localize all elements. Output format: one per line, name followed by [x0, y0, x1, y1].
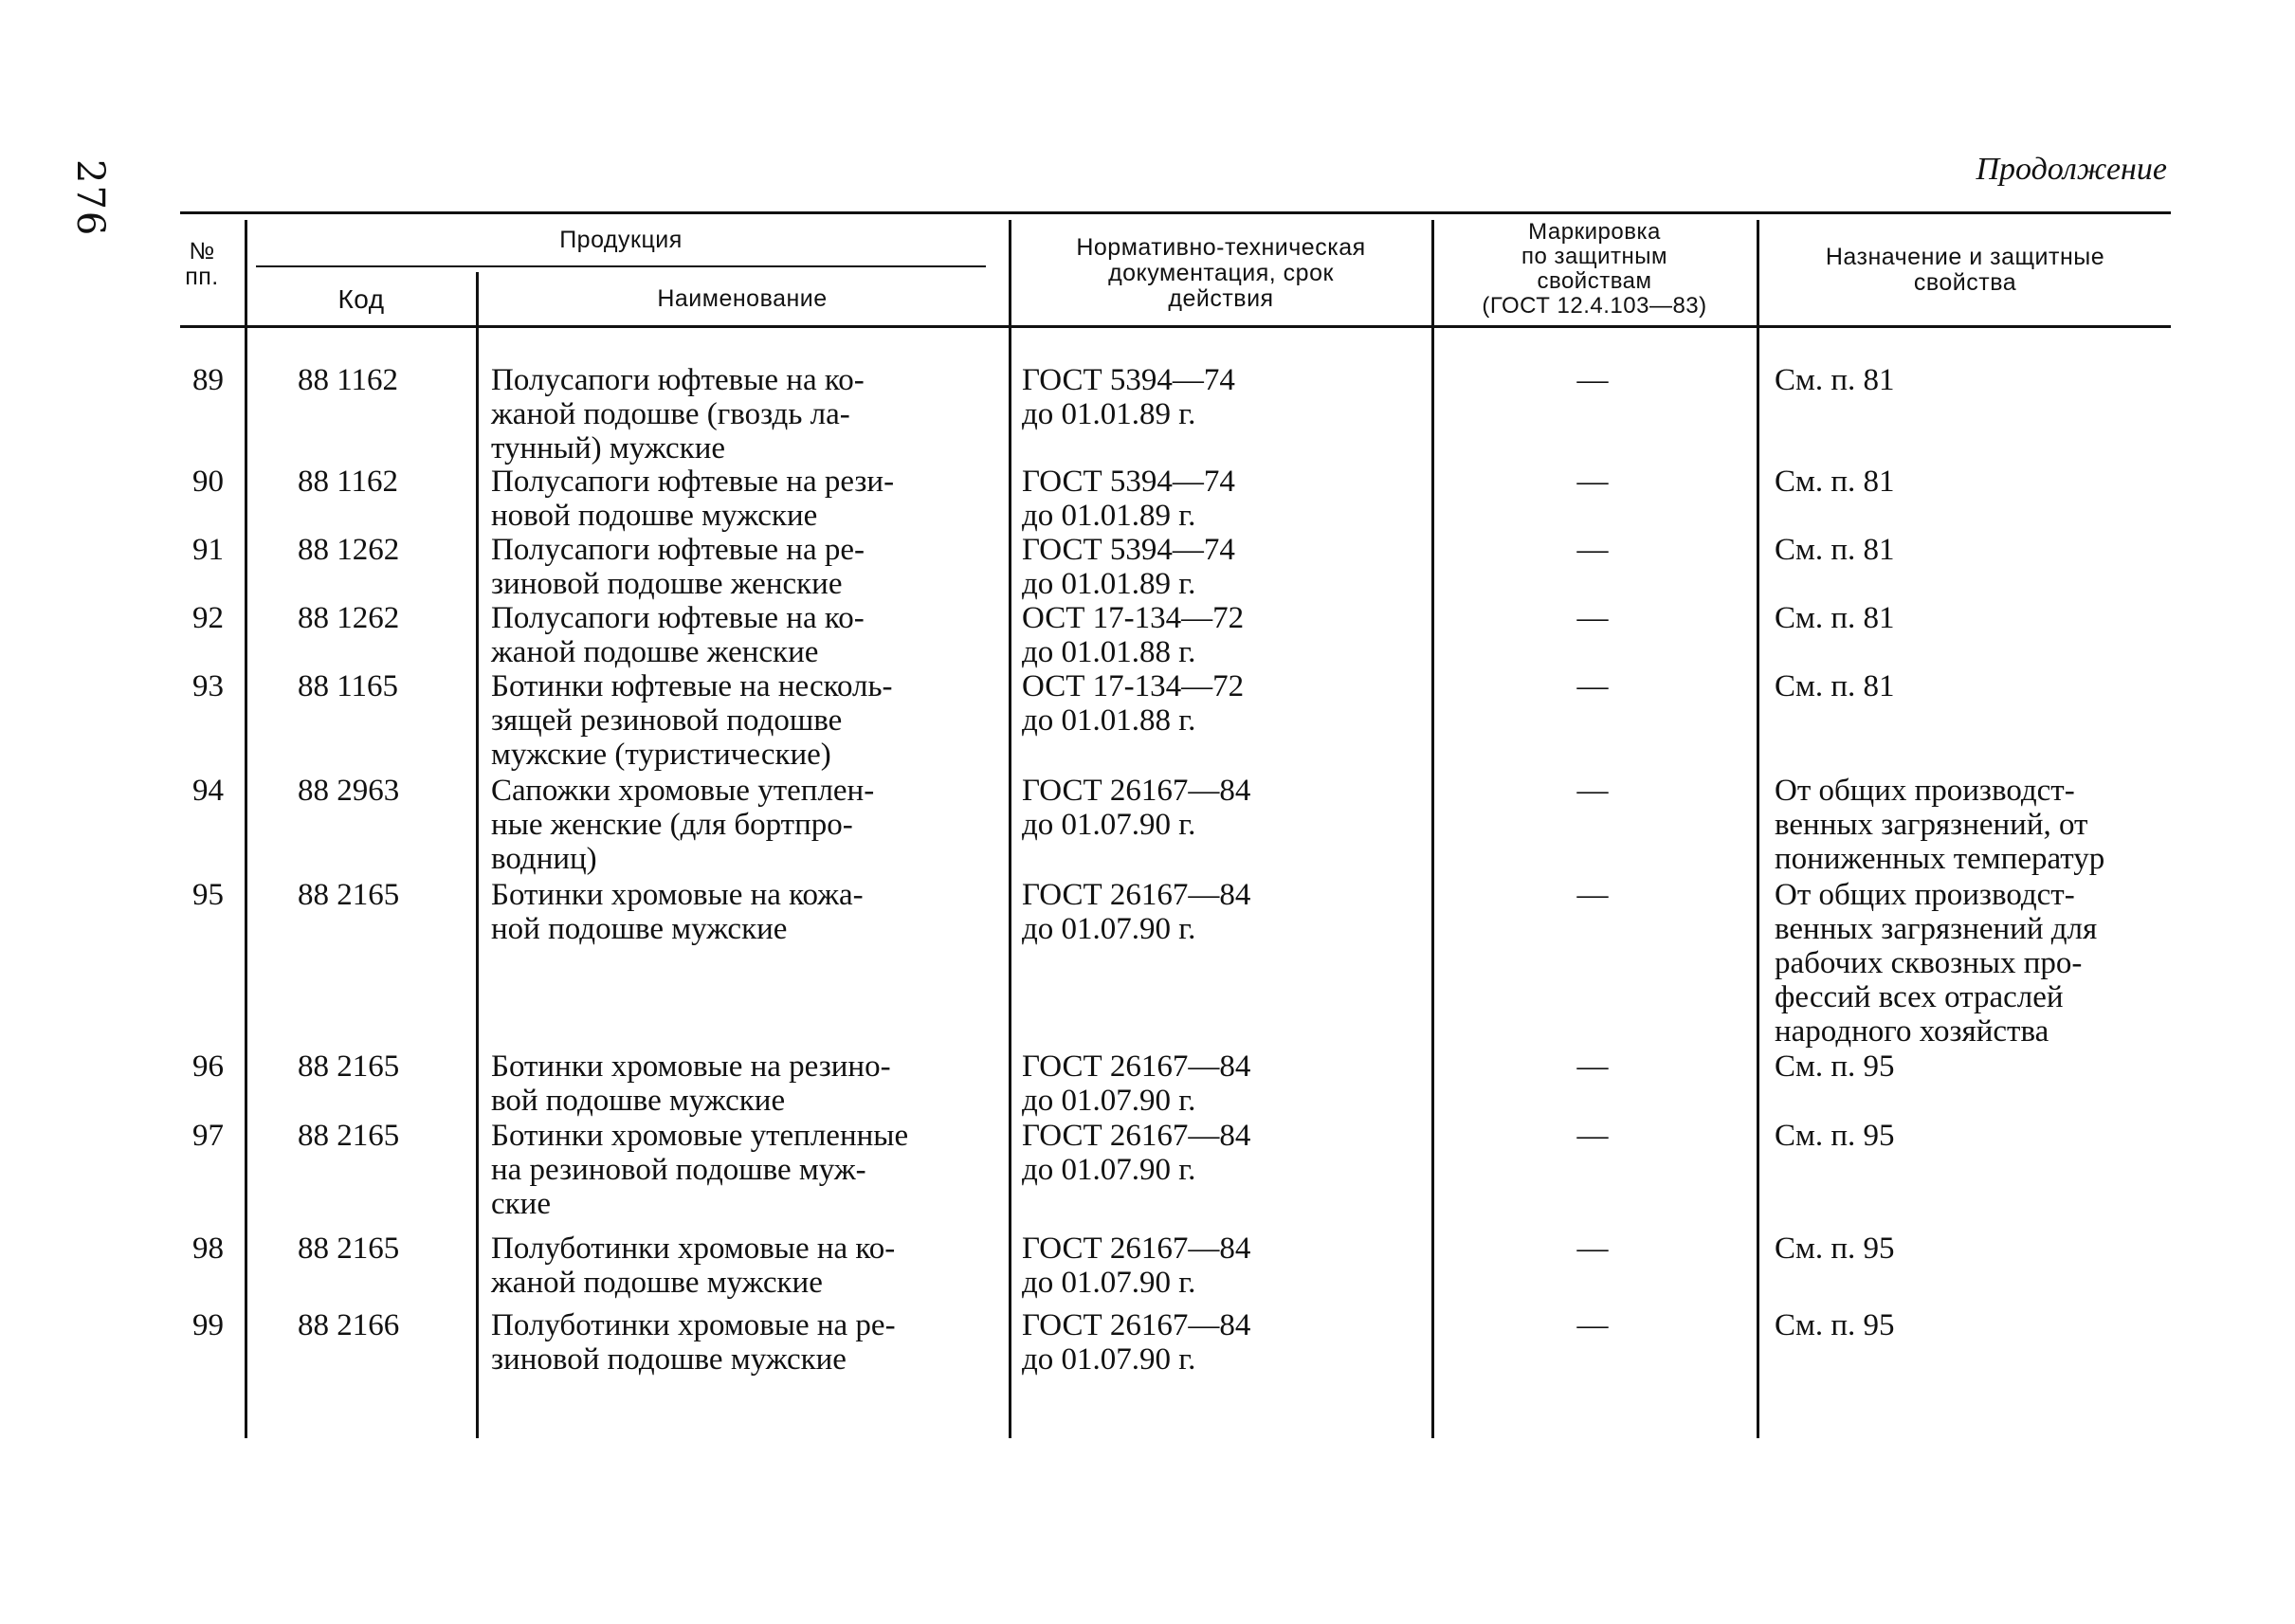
row-92-code: 88 1262: [298, 601, 400, 635]
row-95-num: 95: [192, 878, 224, 912]
row-98-num: 98: [192, 1232, 224, 1266]
row-96-mark: —: [1576, 1049, 1609, 1084]
row-98-name: Полуботинки хромовые на ко- жаной подошве мужские: [491, 1232, 896, 1300]
header-name: Наименование: [657, 285, 828, 312]
page-number: 276: [68, 159, 112, 238]
continuation-label: Продолжение: [1976, 152, 2167, 187]
row-89-code: 88 1162: [298, 363, 399, 397]
row-90-name: Полусапоги юфтевые на рези- новой подошве мужские: [491, 465, 895, 533]
row-91-num: 91: [192, 533, 224, 567]
row-92-num: 92: [192, 601, 224, 635]
table-top-rule: [180, 211, 2171, 214]
row-97-num: 97: [192, 1119, 224, 1153]
row-91-code: 88 1262: [298, 533, 400, 567]
row-95-mark: —: [1576, 878, 1609, 912]
col-divider-name: [1009, 220, 1011, 1438]
row-94-mark: —: [1576, 774, 1609, 808]
col-divider-code: [476, 272, 479, 1438]
col-divider-num: [245, 220, 247, 1438]
row-98-mark: —: [1576, 1232, 1609, 1266]
row-94-doc: ГОСТ 26167—84 до 01.07.90 г.: [1022, 774, 1251, 842]
row-99-mark: —: [1576, 1308, 1609, 1342]
product-sub-rule: [256, 265, 986, 267]
row-90-num: 90: [192, 465, 224, 499]
row-98-purpose: См. п. 95: [1775, 1232, 1895, 1266]
header-num: № пп.: [185, 238, 219, 290]
row-92-doc: ОСТ 17-134—72 до 01.01.88 г.: [1022, 601, 1245, 669]
row-92-mark: —: [1576, 601, 1609, 635]
row-97-mark: —: [1576, 1119, 1609, 1153]
row-99-purpose: См. п. 95: [1775, 1308, 1895, 1342]
row-93-purpose: См. п. 81: [1775, 669, 1895, 703]
row-96-doc: ГОСТ 26167—84 до 01.07.90 г.: [1022, 1049, 1251, 1118]
header-bottom-rule: [180, 325, 2171, 328]
row-91-name: Полусапоги юфтевые на ре- зиновой подошве женские: [491, 533, 865, 601]
row-95-doc: ГОСТ 26167—84 до 01.07.90 г.: [1022, 878, 1251, 946]
col-divider-doc: [1431, 220, 1434, 1438]
row-94-name: Сапожки хромовые утеплен- ные женские (для бортпро- водниц): [491, 774, 875, 876]
row-97-name: Ботинки хромовые утепленные на резиновой подошве муж- ские: [491, 1119, 909, 1221]
row-96-purpose: См. п. 95: [1775, 1049, 1895, 1084]
row-95-code: 88 2165: [298, 878, 400, 912]
row-93-doc: ОСТ 17-134—72 до 01.01.88 г.: [1022, 669, 1245, 738]
row-98-doc: ГОСТ 26167—84 до 01.07.90 г.: [1022, 1232, 1251, 1300]
row-91-doc: ГОСТ 5394—74 до 01.01.89 г.: [1022, 533, 1235, 601]
row-89-name: Полусапоги юфтевые на ко- жаной подошве (гвоздь ла- тунный) мужские: [491, 363, 865, 465]
row-94-code: 88 2963: [298, 774, 400, 808]
header-marking: Маркировка по защитным свойствам (ГОСТ 12.4.103—83): [1482, 219, 1707, 319]
row-93-num: 93: [192, 669, 224, 703]
row-89-doc: ГОСТ 5394—74 до 01.01.89 г.: [1022, 363, 1235, 431]
row-91-purpose: См. п. 81: [1775, 533, 1895, 567]
row-97-doc: ГОСТ 26167—84 до 01.07.90 г.: [1022, 1119, 1251, 1187]
row-96-num: 96: [192, 1049, 224, 1084]
row-90-code: 88 1162: [298, 465, 399, 499]
row-90-doc: ГОСТ 5394—74 до 01.01.89 г.: [1022, 465, 1235, 533]
header-code: Код: [337, 284, 385, 314]
row-99-num: 99: [192, 1308, 224, 1342]
row-89-purpose: См. п. 81: [1775, 363, 1895, 397]
header-purpose: Назначение и защитные свойства: [1825, 244, 2105, 296]
row-99-doc: ГОСТ 26167—84 до 01.07.90 г.: [1022, 1308, 1251, 1377]
row-93-code: 88 1165: [298, 669, 399, 703]
row-99-name: Полуботинки хромовые на ре- зиновой подошве мужские: [491, 1308, 896, 1377]
col-divider-mark: [1757, 220, 1759, 1438]
row-90-mark: —: [1576, 465, 1609, 499]
row-98-code: 88 2165: [298, 1232, 400, 1266]
row-92-purpose: См. п. 81: [1775, 601, 1895, 635]
row-96-code: 88 2165: [298, 1049, 400, 1084]
row-95-purpose: От общих производст- венных загрязнений для рабочих сквозных про- фессий всех отраслей народного хозяйства: [1775, 878, 2098, 1049]
header-product: Продукция: [559, 227, 683, 253]
row-96-name: Ботинки хромовые на резино- вой подошве мужские: [491, 1049, 891, 1118]
row-89-mark: —: [1576, 363, 1609, 397]
header-normative: Нормативно-техническая документация, срок действия: [1076, 234, 1366, 312]
row-94-num: 94: [192, 774, 224, 808]
row-90-purpose: См. п. 81: [1775, 465, 1895, 499]
row-97-purpose: См. п. 95: [1775, 1119, 1895, 1153]
row-95-name: Ботинки хромовые на кожа- ной подошве мужские: [491, 878, 864, 946]
row-93-mark: —: [1576, 669, 1609, 703]
row-89-num: 89: [192, 363, 224, 397]
row-99-code: 88 2166: [298, 1308, 400, 1342]
row-97-code: 88 2165: [298, 1119, 400, 1153]
row-93-name: Ботинки юфтевые на несколь- зящей резиновой подошве мужские (туристические): [491, 669, 893, 772]
row-92-name: Полусапоги юфтевые на ко- жаной подошве женские: [491, 601, 865, 669]
row-94-purpose: От общих производст- венных загрязнений, от пониженных температур: [1775, 774, 2105, 876]
row-91-mark: —: [1576, 533, 1609, 567]
